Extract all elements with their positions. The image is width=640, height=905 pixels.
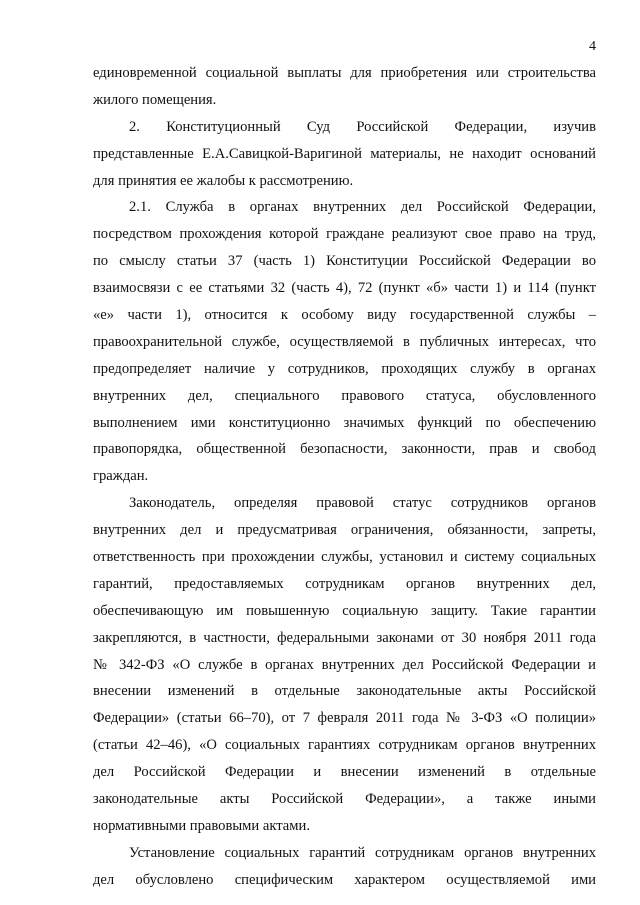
page-number: 4	[589, 39, 596, 54]
paragraph-4	[93, 490, 596, 840]
text-line: по смыслу статьи 37 (часть 1) Конституции Российской Федерации во	[93, 253, 596, 270]
text-line: Установление социальных гарантий сотрудникам органов внутренних	[129, 844, 596, 861]
text-line: дел Российской Федерации и внесении изменений в отдельные	[93, 764, 596, 781]
text-line: посредством прохождения которой граждане реализуют свое право на труд,	[93, 226, 596, 243]
text-line: дел обусловлено специфическим характером осуществляемой ими	[93, 871, 596, 888]
paragraph-2	[93, 114, 596, 195]
text-line: выполнением ими конституционно значимых функций по обеспечению	[93, 414, 596, 431]
text-line: ответственность при прохождении службы, установил и систему социальных	[93, 549, 596, 566]
text-line: единовременной социальной выплаты для приобретения или строительства	[93, 65, 596, 81]
text-line: Федерации» (статьи 66–70), от 7 февраля 2011 года № 3-ФЗ «О полиции»	[93, 710, 596, 727]
paragraph-1	[93, 60, 596, 114]
text-line: обеспечивающую им повышенную социальную защиту. Такие гарантии	[93, 602, 596, 619]
text-line: взаимосвязи с ее статьями 32 (часть 4), 72 (пункт «б» части 1) и 114 (пункт	[93, 280, 596, 297]
text-line: внесении изменений в отдельные законодательные акты Российской	[93, 683, 596, 700]
text-line: Законодатель, определяя правовой статус сотрудников органов	[129, 495, 596, 512]
text-line: № 342-ФЗ «О службе в органах внутренних дел Российской Федерации и	[93, 656, 596, 673]
text-line: внутренних дел, специального правового статуса, обусловленного	[93, 387, 596, 404]
paragraph-5	[93, 840, 596, 894]
text-line: «е» части 1), относится к особому виду государственной службы –	[93, 307, 596, 324]
text-line: нормативными правовыми актами.	[93, 817, 310, 834]
text-line: 2.1. Служба в органах внутренних дел Российской Федерации,	[129, 199, 596, 216]
text-line: правопорядка, общественной безопасности, законности, прав и свобод	[93, 441, 596, 458]
text-line: жилого помещения.	[93, 91, 217, 108]
text-line: граждан.	[93, 468, 149, 485]
text-line: 2. Конституционный Суд Российской Федерации, изучив	[129, 118, 596, 135]
text-line: внутренних дел и предусматривая ограничения, обязанности, запреты,	[93, 522, 596, 539]
text-line: правоохранительной службе, осуществляемой в публичных интересах, что	[93, 333, 596, 350]
text-line: гарантий, предоставляемых сотрудникам органов внутренних дел,	[93, 575, 596, 592]
text-line: представленные Е.А.Савицкой-Варигиной материалы, не находит оснований	[93, 145, 596, 162]
text-line: закрепляются, в частности, федеральными законами от 30 ноября 2011 года	[93, 629, 596, 646]
text-line: (статьи 42–46), «О социальных гарантиях сотрудникам органов внутренних	[93, 737, 596, 754]
document-body	[93, 60, 596, 894]
paragraph-3	[93, 194, 596, 490]
text-line: предопределяет наличие у сотрудников, проходящих службу в органах	[93, 360, 596, 377]
text-line: для принятия ее жалобы к рассмотрению.	[93, 172, 354, 189]
text-line: законодательные акты Российской Федерации», а также иными	[93, 791, 596, 808]
